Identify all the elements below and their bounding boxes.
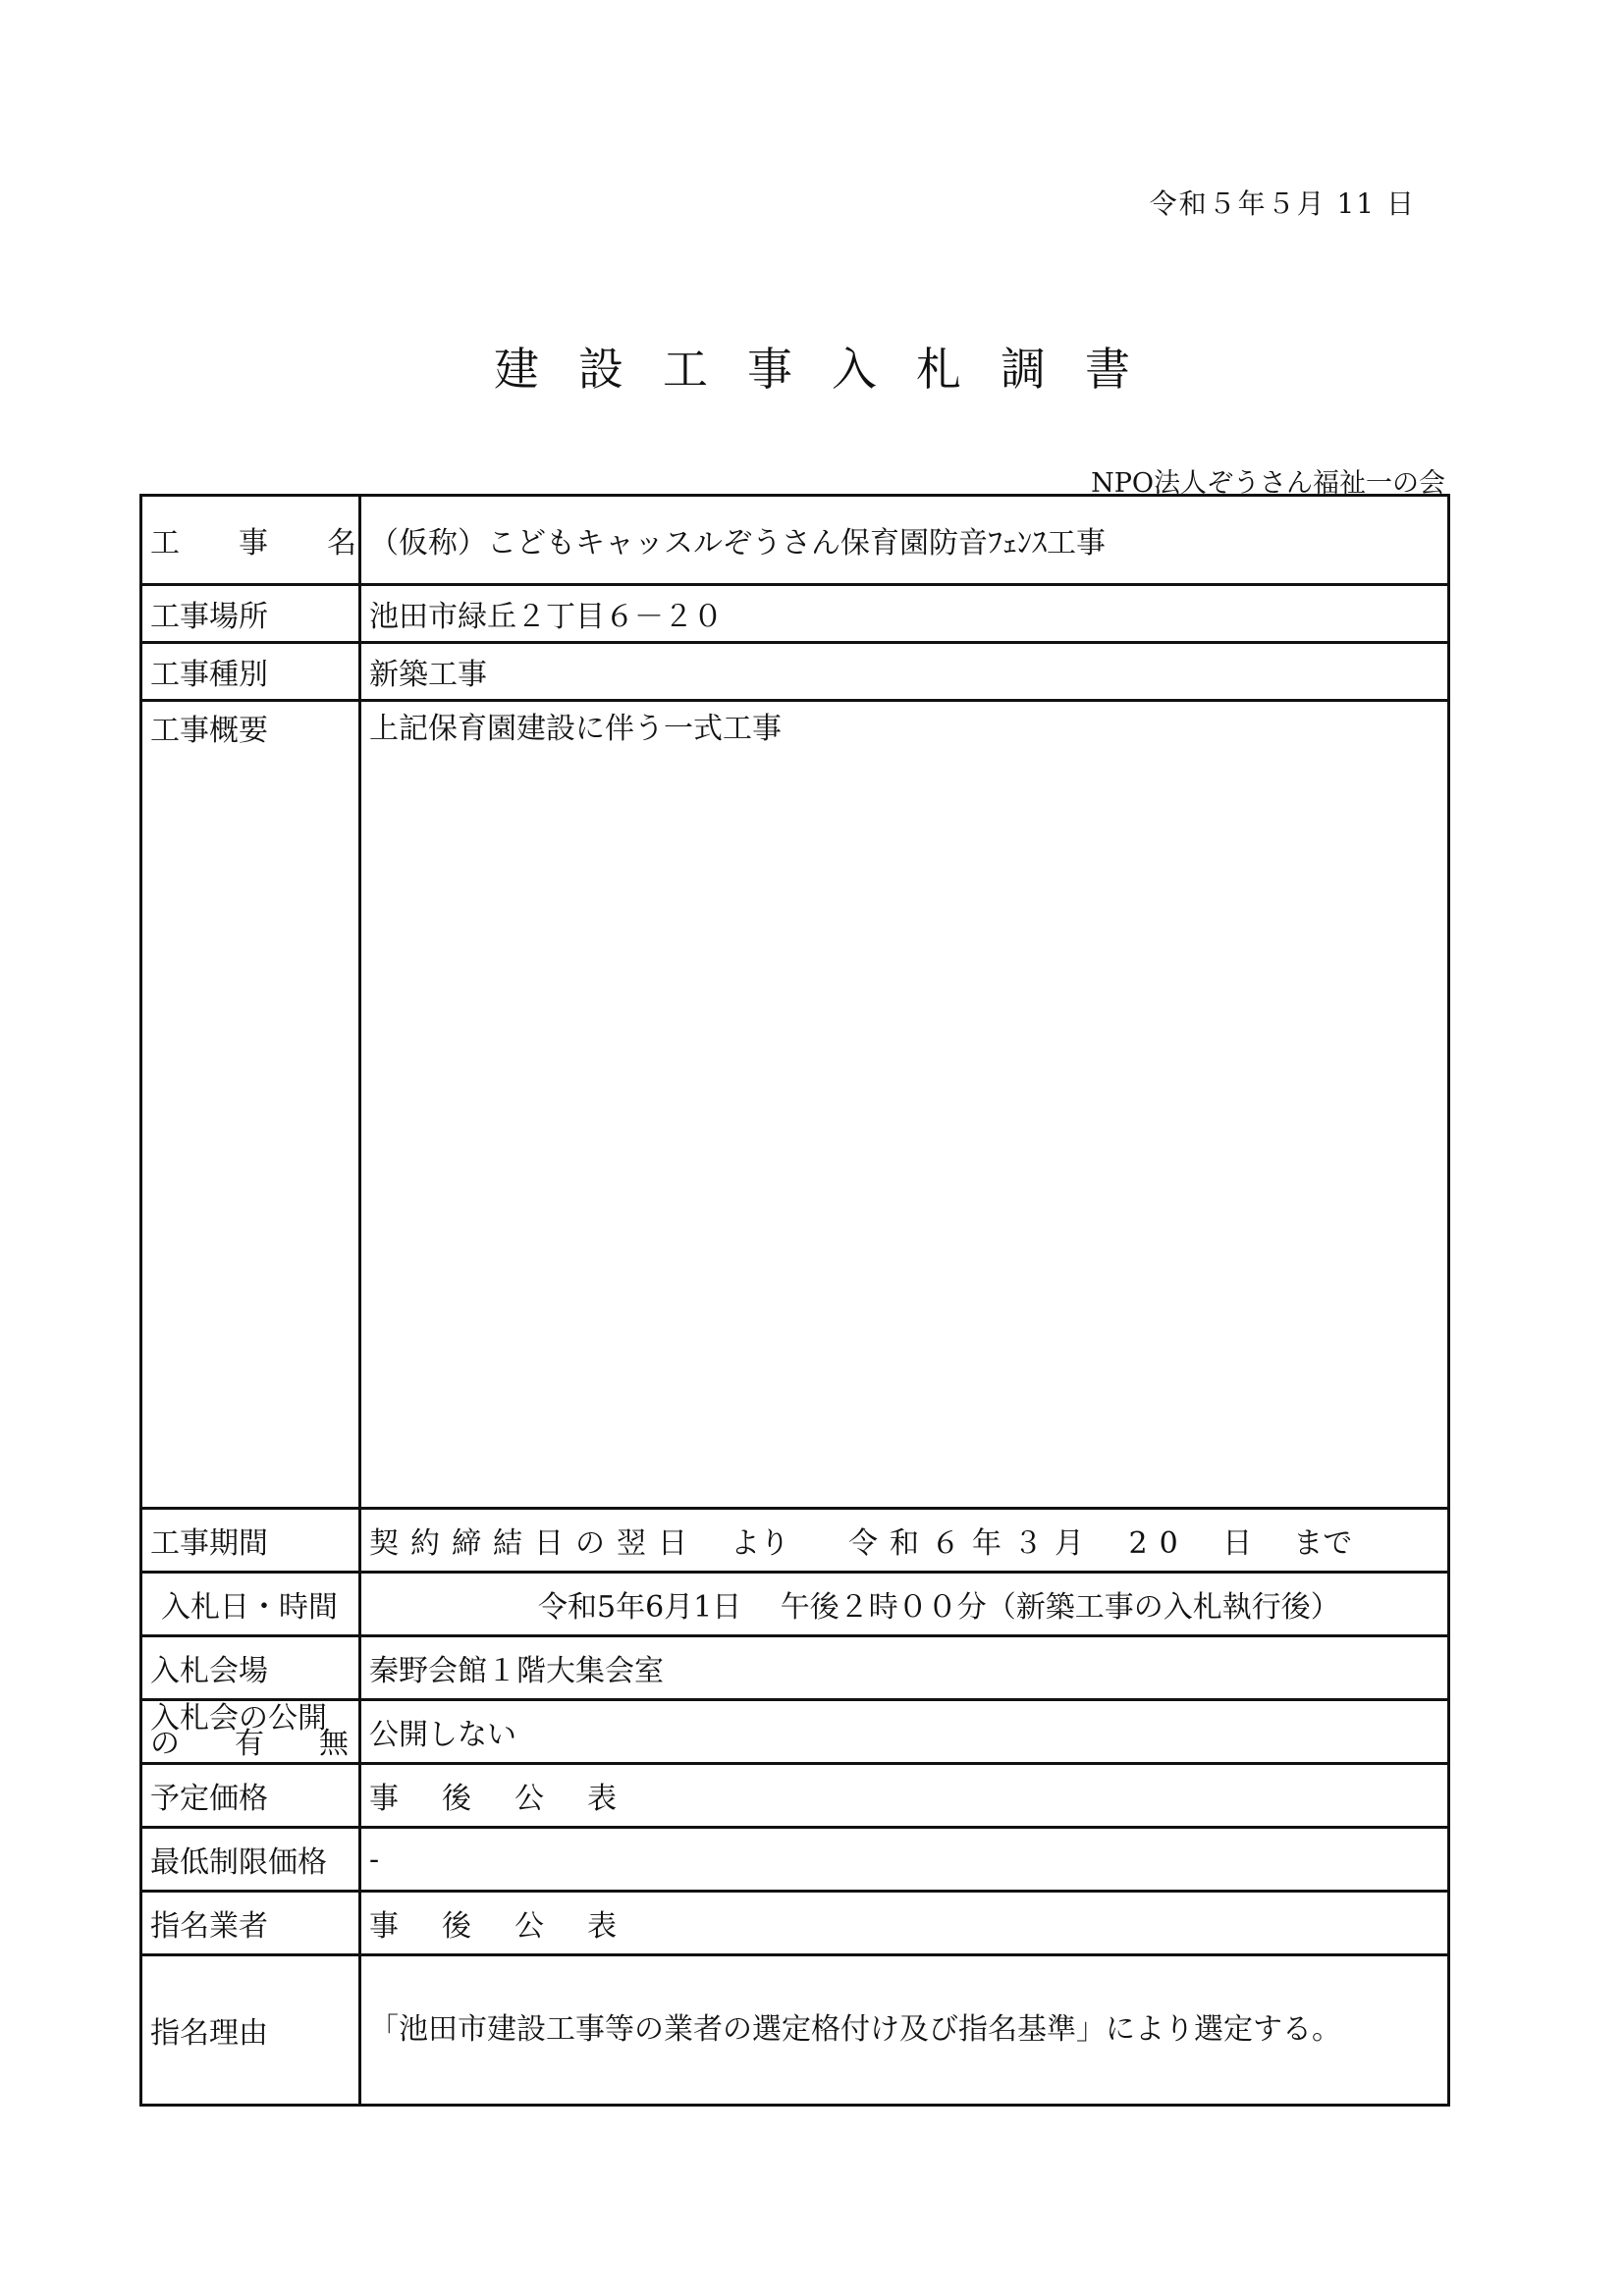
organization-name: NPO法人ぞうさん福祉一の会 xyxy=(1091,468,1445,499)
value-bid-venue: 秦野会館１階大集会室 xyxy=(360,1636,1449,1700)
label-bid-datetime: 入札日・時間 xyxy=(141,1573,360,1636)
value-bid-datetime: 令和5年6月1日 午後２時００分（新築工事の入札執行後） xyxy=(360,1573,1449,1636)
table-row-public xyxy=(141,1700,1449,1764)
period-start: 契約締結日の翌日 xyxy=(369,1526,699,1561)
table-row-summary xyxy=(141,701,1449,1509)
value-construction-name: （仮称）こどもキャッスルぞうさん保育園防音ﾌｪﾝｽ工事 xyxy=(360,496,1449,585)
table-row-planned-price xyxy=(141,1764,1449,1828)
label-construction-name: 工 事 名 xyxy=(141,496,360,585)
label-bid-venue: 入札会場 xyxy=(141,1636,360,1700)
period-end: 令和６年３月 20 日 xyxy=(848,1526,1265,1561)
document-title: 建設工事入札調書 xyxy=(494,343,1169,396)
label-reason: 指名理由 xyxy=(141,1955,360,2106)
period-until: まで xyxy=(1293,1526,1353,1561)
value-designated: 事後公表 xyxy=(360,1892,1449,1955)
label-public-line2: の 有 無 xyxy=(150,1727,349,1761)
value-min-price: - xyxy=(360,1828,1449,1892)
bid-record-table xyxy=(139,494,1450,2107)
label-min-price: 最低制限価格 xyxy=(141,1828,360,1892)
label-summary: 工事概要 xyxy=(141,701,360,1509)
label-period: 工事期間 xyxy=(141,1509,360,1573)
table-row-bid-datetime xyxy=(141,1573,1449,1636)
document-date: 令和５年５月 11 日 xyxy=(1149,187,1416,220)
table-row-reason xyxy=(141,1955,1449,2106)
label-public xyxy=(141,1700,360,1764)
table-row-name xyxy=(141,496,1449,585)
label-planned-price: 予定価格 xyxy=(141,1764,360,1828)
table-row-designated xyxy=(141,1892,1449,1955)
table-row-location xyxy=(141,585,1449,643)
value-reason: 「池田市建設工事等の業者の選定格付け及び指名基準」により選定する。 xyxy=(360,1955,1449,2106)
value-location: 池田市緑丘２丁目６－２０ xyxy=(360,585,1449,643)
label-type: 工事種別 xyxy=(141,643,360,701)
period-from: より xyxy=(731,1526,789,1561)
value-public: 公開しない xyxy=(360,1700,1449,1764)
value-period xyxy=(360,1509,1449,1573)
table-row-min-price xyxy=(141,1828,1449,1892)
table-row-bid-venue xyxy=(141,1636,1449,1700)
value-summary: 上記保育園建設に伴う一式工事 xyxy=(360,701,1449,1509)
label-designated: 指名業者 xyxy=(141,1892,360,1955)
value-planned-price: 事後公表 xyxy=(360,1764,1449,1828)
label-public-line1: 入札会の公開 xyxy=(150,1701,327,1735)
label-location: 工事場所 xyxy=(141,585,360,643)
table-row-period xyxy=(141,1509,1449,1573)
value-type: 新築工事 xyxy=(360,643,1449,701)
table-row-type xyxy=(141,643,1449,701)
